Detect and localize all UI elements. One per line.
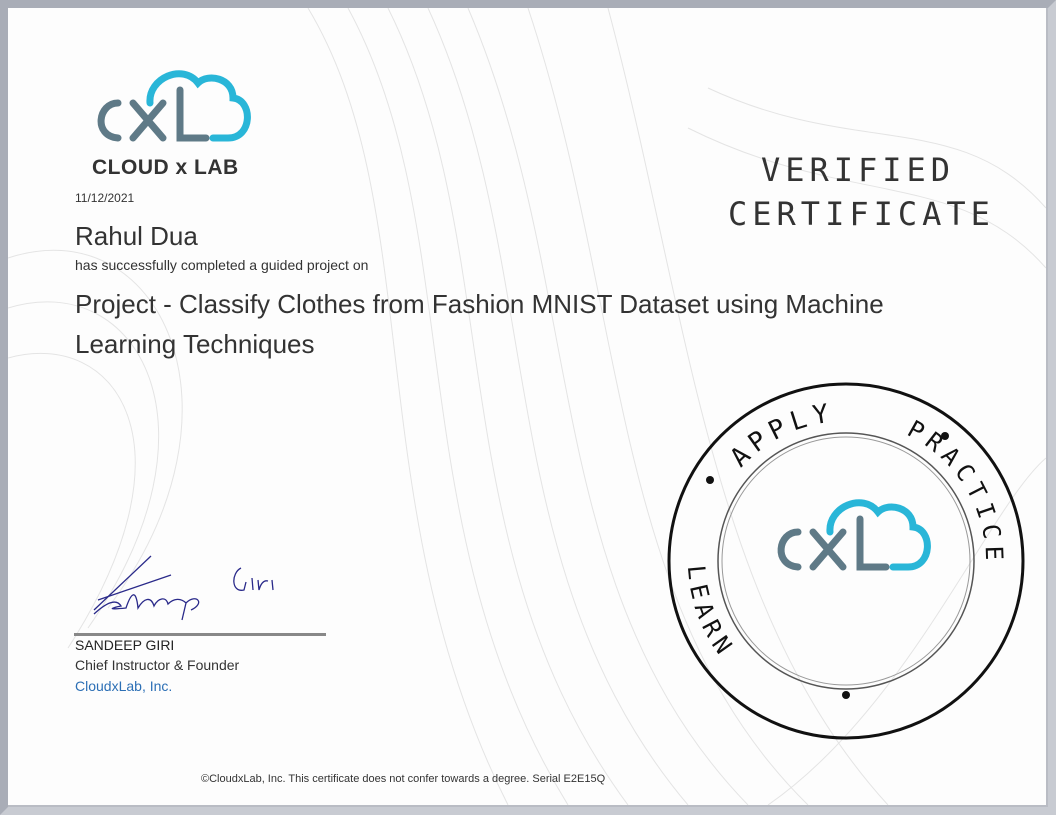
seal-logo [781, 503, 927, 567]
svg-text:PRACTICE [903, 415, 1008, 567]
issue-date: 11/12/2021 [75, 191, 135, 205]
recipient-name: Rahul Dua [75, 221, 198, 251]
heading-line-1: VERIFIED [760, 151, 956, 189]
cloudxlab-logo [88, 58, 258, 153]
seal [660, 375, 1032, 747]
seal-text-apply: APPLY [724, 398, 837, 474]
certificate-heading [728, 148, 995, 236]
signature-image [86, 548, 306, 628]
signatory-name: SANDEEP GIRI [75, 637, 175, 653]
project-title: Project - Classify Clothes from Fashion MNIST Dataset using Machine Learning Techniques [75, 289, 884, 359]
heading-line-2: CERTIFICATE [728, 195, 995, 233]
logo-text: CLOUD x LAB [92, 156, 239, 179]
certificate [8, 8, 1046, 805]
seal-text-practice: PRACTICE [902, 414, 1009, 567]
completion-statement: has successfully completed a guided project on [75, 257, 369, 273]
organization-link[interactable]: CloudxLab, Inc. [75, 678, 173, 694]
seal-text-learn: LEARN [681, 563, 741, 664]
signature-line [74, 633, 326, 636]
signatory-title: Chief Instructor & Founder [75, 657, 240, 673]
footer-disclaimer: ©CloudxLab, Inc. This certificate does not confer towards a degree. Serial E2E15Q [201, 773, 606, 785]
